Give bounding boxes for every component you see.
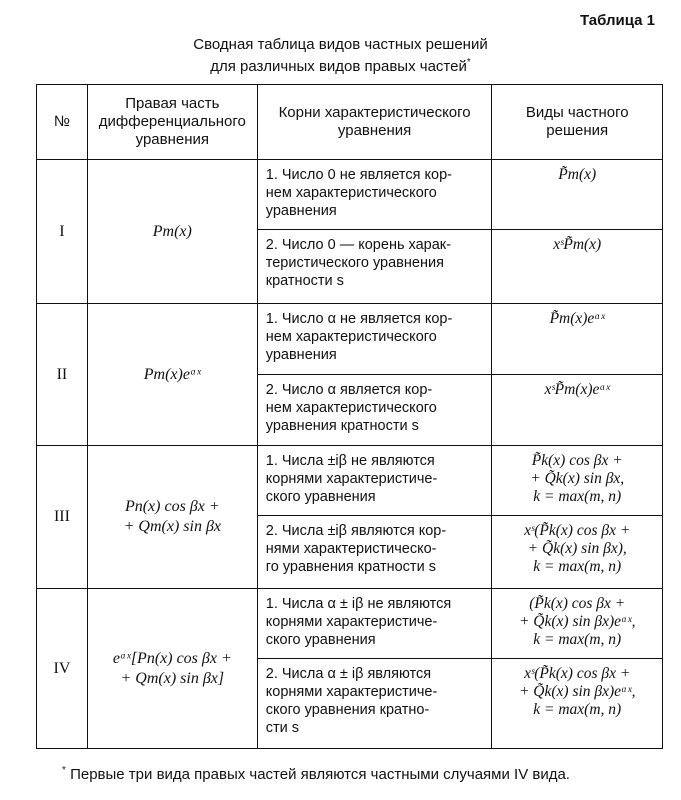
text-line: уравнения xyxy=(265,347,337,363)
formula-line: Pm(x)eᵅˣ xyxy=(143,365,201,383)
header-roots xyxy=(257,85,492,160)
text-line: нем характеристического xyxy=(265,185,437,201)
roots-cell xyxy=(257,446,492,516)
formula-line: Pn(x) cos βx + xyxy=(124,498,220,515)
right-side-formula xyxy=(87,589,257,749)
text-line: нем характеристического xyxy=(265,400,437,416)
table-label: Таблица 1 xyxy=(579,12,655,29)
formula-line: + Q̃k(x) sin βx)eᵅˣ, xyxy=(518,683,636,700)
text-line: 2. Число α является кор- xyxy=(265,382,433,398)
text-line: 2. Числа ±iβ являются кор- xyxy=(265,523,447,539)
formula-line: P̃k(x) cos βx + xyxy=(531,452,623,469)
formula-line: k = max(m, n) xyxy=(533,631,622,648)
table-caption xyxy=(0,36,681,76)
right-side-formula xyxy=(87,446,257,589)
solution-cell xyxy=(492,230,663,304)
text-line: корнями характеристиче- xyxy=(265,684,438,700)
table-row xyxy=(37,304,663,375)
formula-line: xˢ(P̃k(x) cos βx + xyxy=(524,665,631,682)
text-line: корнями характеристиче- xyxy=(265,614,438,630)
text-line: кратности s xyxy=(265,273,344,289)
text-line: 1. Число 0 не является кор- xyxy=(265,167,452,183)
formula-line: k = max(m, n) xyxy=(533,558,622,575)
formula-line: k = max(m, n) xyxy=(533,701,622,718)
roots-cell xyxy=(257,375,492,446)
text-line: нем характеристического xyxy=(265,329,437,345)
text-line: уравнения кратности s xyxy=(265,418,419,434)
text-line: теристического уравнения xyxy=(265,255,444,271)
solution-cell xyxy=(492,589,663,659)
header-roots-line: Корни характеристического xyxy=(278,104,471,121)
header-rhs xyxy=(87,85,257,160)
formula-line: + Q̃k(x) sin βx)eᵅˣ, xyxy=(518,613,636,630)
row-number: IV xyxy=(37,589,88,749)
solutions-table xyxy=(36,84,663,749)
table-row xyxy=(37,589,663,659)
header-rhs-line: дифференциального xyxy=(98,113,246,130)
solution-cell xyxy=(492,160,663,230)
header-rhs-line: уравнения xyxy=(135,131,210,148)
row-number: I xyxy=(37,160,88,304)
header-solution xyxy=(492,85,663,160)
formula-line: + Q̃k(x) sin βx, xyxy=(530,470,625,487)
table-row xyxy=(37,160,663,230)
formula-line: P̃m(x)eᵅˣ xyxy=(549,310,605,327)
text-line: ского уравнения кратно- xyxy=(265,702,430,718)
roots-cell xyxy=(257,304,492,375)
row-number: III xyxy=(37,446,88,589)
header-row xyxy=(37,85,663,160)
solution-cell xyxy=(492,516,663,589)
text-line: 2. Число 0 — корень харак- xyxy=(265,237,451,253)
formula-line: xˢ(P̃k(x) cos βx + xyxy=(524,522,631,539)
formula-line: xˢP̃m(x) xyxy=(553,236,602,253)
formula-line: + Qm(x) sin βx] xyxy=(120,669,225,687)
text-line: ского уравнения xyxy=(265,489,376,505)
formula-line: (P̃k(x) cos βx + xyxy=(529,595,626,612)
roots-cell xyxy=(257,659,492,749)
text-line: уравнения xyxy=(265,203,337,219)
right-side-formula xyxy=(87,304,257,446)
footnote-mark: * xyxy=(62,765,66,776)
roots-cell xyxy=(257,589,492,659)
header-roots-line: уравнения xyxy=(337,122,412,139)
header-solution-line: Виды частного xyxy=(525,104,629,121)
row-number: II xyxy=(37,304,88,446)
caption-line-2 xyxy=(0,54,681,76)
footnote-text: Первые три вида правых частей являются частными случаями IV вида. xyxy=(70,766,570,783)
text-line: сти s xyxy=(265,720,300,736)
formula-line: xˢP̃m(x)eᵅˣ xyxy=(544,381,610,398)
text-line: го уравнения кратности s xyxy=(265,559,436,575)
solution-cell xyxy=(492,446,663,516)
text-line: 1. Число α не является кор- xyxy=(265,311,453,327)
text-line: нями характеристическо- xyxy=(265,541,437,557)
text-line: ского уравнения xyxy=(265,632,376,648)
text-line: корнями характеристиче- xyxy=(265,471,438,487)
caption-footnote-mark: * xyxy=(466,57,471,68)
roots-cell xyxy=(257,230,492,304)
header-rhs-line: Правая часть xyxy=(125,95,220,112)
text-line: 1. Числа α ± iβ не являются xyxy=(265,596,452,612)
solution-cell xyxy=(492,375,663,446)
formula-line: P̃m(x) xyxy=(558,166,597,183)
text-line: 1. Числа ±iβ не являются xyxy=(265,453,435,469)
formula-line: eᵅˣ[Pn(x) cos βx + xyxy=(112,649,232,667)
caption-line-2-text: для различных видов правых частей xyxy=(210,58,467,75)
formula-line: Pm(x) xyxy=(152,222,192,240)
header-num: № xyxy=(37,85,88,160)
footnote xyxy=(62,765,570,783)
right-side-formula xyxy=(87,160,257,304)
text-line: 2. Числа α ± iβ являются xyxy=(265,666,432,682)
formula-line: k = max(m, n) xyxy=(533,488,622,505)
caption-line-1: Сводная таблица видов частных решений xyxy=(193,36,488,53)
solution-cell xyxy=(492,304,663,375)
roots-cell xyxy=(257,160,492,230)
formula-line: + Qm(x) sin βx xyxy=(123,518,222,535)
roots-cell xyxy=(257,516,492,589)
table-row xyxy=(37,446,663,516)
formula-line: + Q̃k(x) sin βx), xyxy=(527,540,627,557)
solution-cell xyxy=(492,659,663,749)
header-solution-line: решения xyxy=(546,122,609,139)
